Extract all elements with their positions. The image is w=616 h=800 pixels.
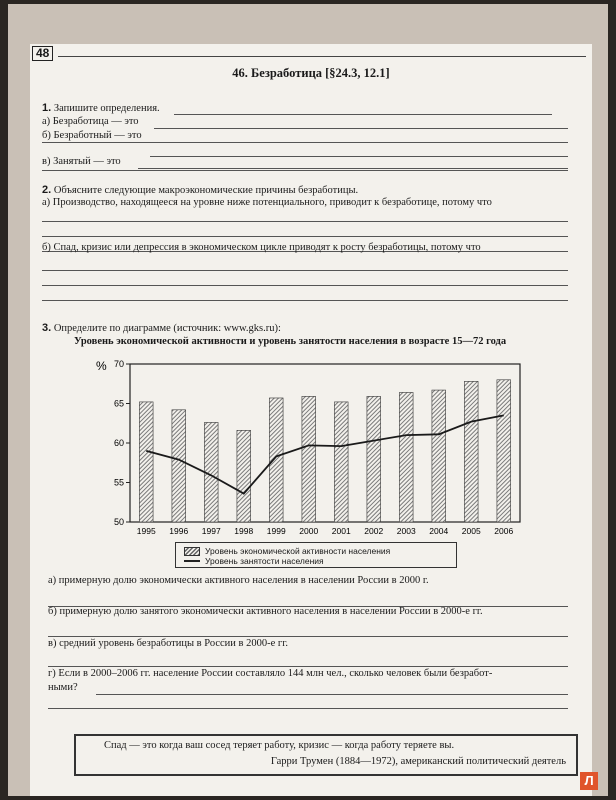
answer-line[interactable] [154,128,568,129]
publisher-logo: Л [580,772,598,790]
x-tick-label: 2003 [396,526,416,536]
quote-text: Спад — это когда ваш сосед теряет работу, кризис — когда работу теряете вы. [104,740,455,751]
task1-number: 1. [42,102,52,114]
answer-line[interactable] [42,221,568,222]
answer-line[interactable] [42,170,568,171]
x-tick-label: 1999 [266,526,286,536]
task2-heading [42,184,358,196]
task1-prompt: Запишите определения. [53,103,160,114]
bar [302,396,316,522]
x-tick-label: 2001 [331,526,351,536]
legend-item-employment [184,556,324,566]
chart [80,354,530,544]
answer-line[interactable] [42,236,568,237]
task1-item-b: б) Безработный — это [42,130,142,141]
bar [237,430,251,522]
task1-item-c: в) Занятый — это [42,156,121,167]
x-tick-label: 1996 [169,526,189,536]
answer-line[interactable] [174,114,552,115]
quote-box [74,734,578,776]
bar [172,410,186,522]
bar [432,390,446,522]
answer-line[interactable] [138,168,568,169]
x-tick-label: 2000 [299,526,319,536]
task2-prompt: Объясните следующие макроэкономические причины безработицы. [53,185,359,196]
x-tick-label: 1997 [201,526,221,536]
x-tick-label: 2005 [461,526,481,536]
y-tick-label: 60 [113,438,124,448]
task3-question-d: г) Если в 2000–2006 гг. население России составляло 144 млн чел., сколько человек были безработ- [48,668,493,679]
x-tick-label: 1995 [136,526,156,536]
x-tick-label: 2006 [494,526,514,536]
bar [497,380,511,522]
answer-line[interactable] [96,694,568,695]
task3-question-c: в) средний уровень безработицы в России в 2000-е гг. [48,638,288,649]
answer-line[interactable] [42,142,568,143]
legend-label: Уровень экономической активности населения [205,546,391,556]
task2-number: 2. [42,184,52,196]
task3-question-a: а) примерную долю экономически активного населения в населении России в 2000 г. [48,575,429,586]
y-tick-label: 50 [113,517,124,527]
legend-bar-swatch [184,547,200,556]
bar [139,402,153,522]
task1-item-a: а) Безработица — это [42,116,139,127]
y-axis-label: % [96,359,107,373]
answer-line[interactable] [48,636,568,637]
x-tick-label: 2002 [364,526,384,536]
bar [399,392,413,522]
header-rule [58,56,586,57]
task3-heading [42,322,281,334]
answer-line[interactable] [42,285,568,286]
y-tick-label: 55 [113,477,124,488]
x-tick-label: 1998 [234,526,254,536]
bar [269,398,283,522]
task2-item-b: б) Спад, кризис или депрессия в экономическом цикле приводят к росту безработицы, потому что [42,242,481,253]
task1-heading [42,102,160,114]
page-background [8,4,608,796]
answer-line[interactable] [42,300,568,301]
chart-legend [175,542,457,568]
legend-line-swatch [184,560,200,562]
task2-item-a: а) Производство, находящееся на уровне ниже потенциального, приводит к безработице, потому что [42,197,492,208]
answer-line[interactable] [48,666,568,667]
plot-frame [130,364,520,522]
task3-prompt: Определите по диаграмме (источник: www.gks.ru): [53,323,281,334]
legend-item-activity [184,546,390,556]
answer-line[interactable] [150,156,568,157]
bar [334,402,348,522]
answer-line[interactable] [42,270,568,271]
task3-question-b: б) примерную долю занятого экономически активного населения в населении России в 2000-е гг. [48,606,483,617]
bar [464,381,478,522]
series-line-employment [146,415,504,493]
legend-label: Уровень занятости населения [205,556,324,566]
chart-title: Уровень экономической активности и уровень занятости населения в возрасте 15—72 года [74,336,507,347]
y-tick-label: 65 [113,398,124,409]
bar [367,396,381,522]
answer-line[interactable] [48,708,568,709]
page-number: 48 [32,46,53,61]
worksheet-page [30,44,592,796]
task3-number: 3. [42,322,52,334]
page-title: 46. Безработица [§24.3, 12.1] [232,66,390,80]
quote-author: Гарри Трумен (1884—1972), американский политический деятель [270,756,566,767]
y-tick-label: 70 [113,359,124,369]
task3-question-d-cont: ными? [48,682,78,693]
x-tick-label: 2004 [429,526,449,536]
